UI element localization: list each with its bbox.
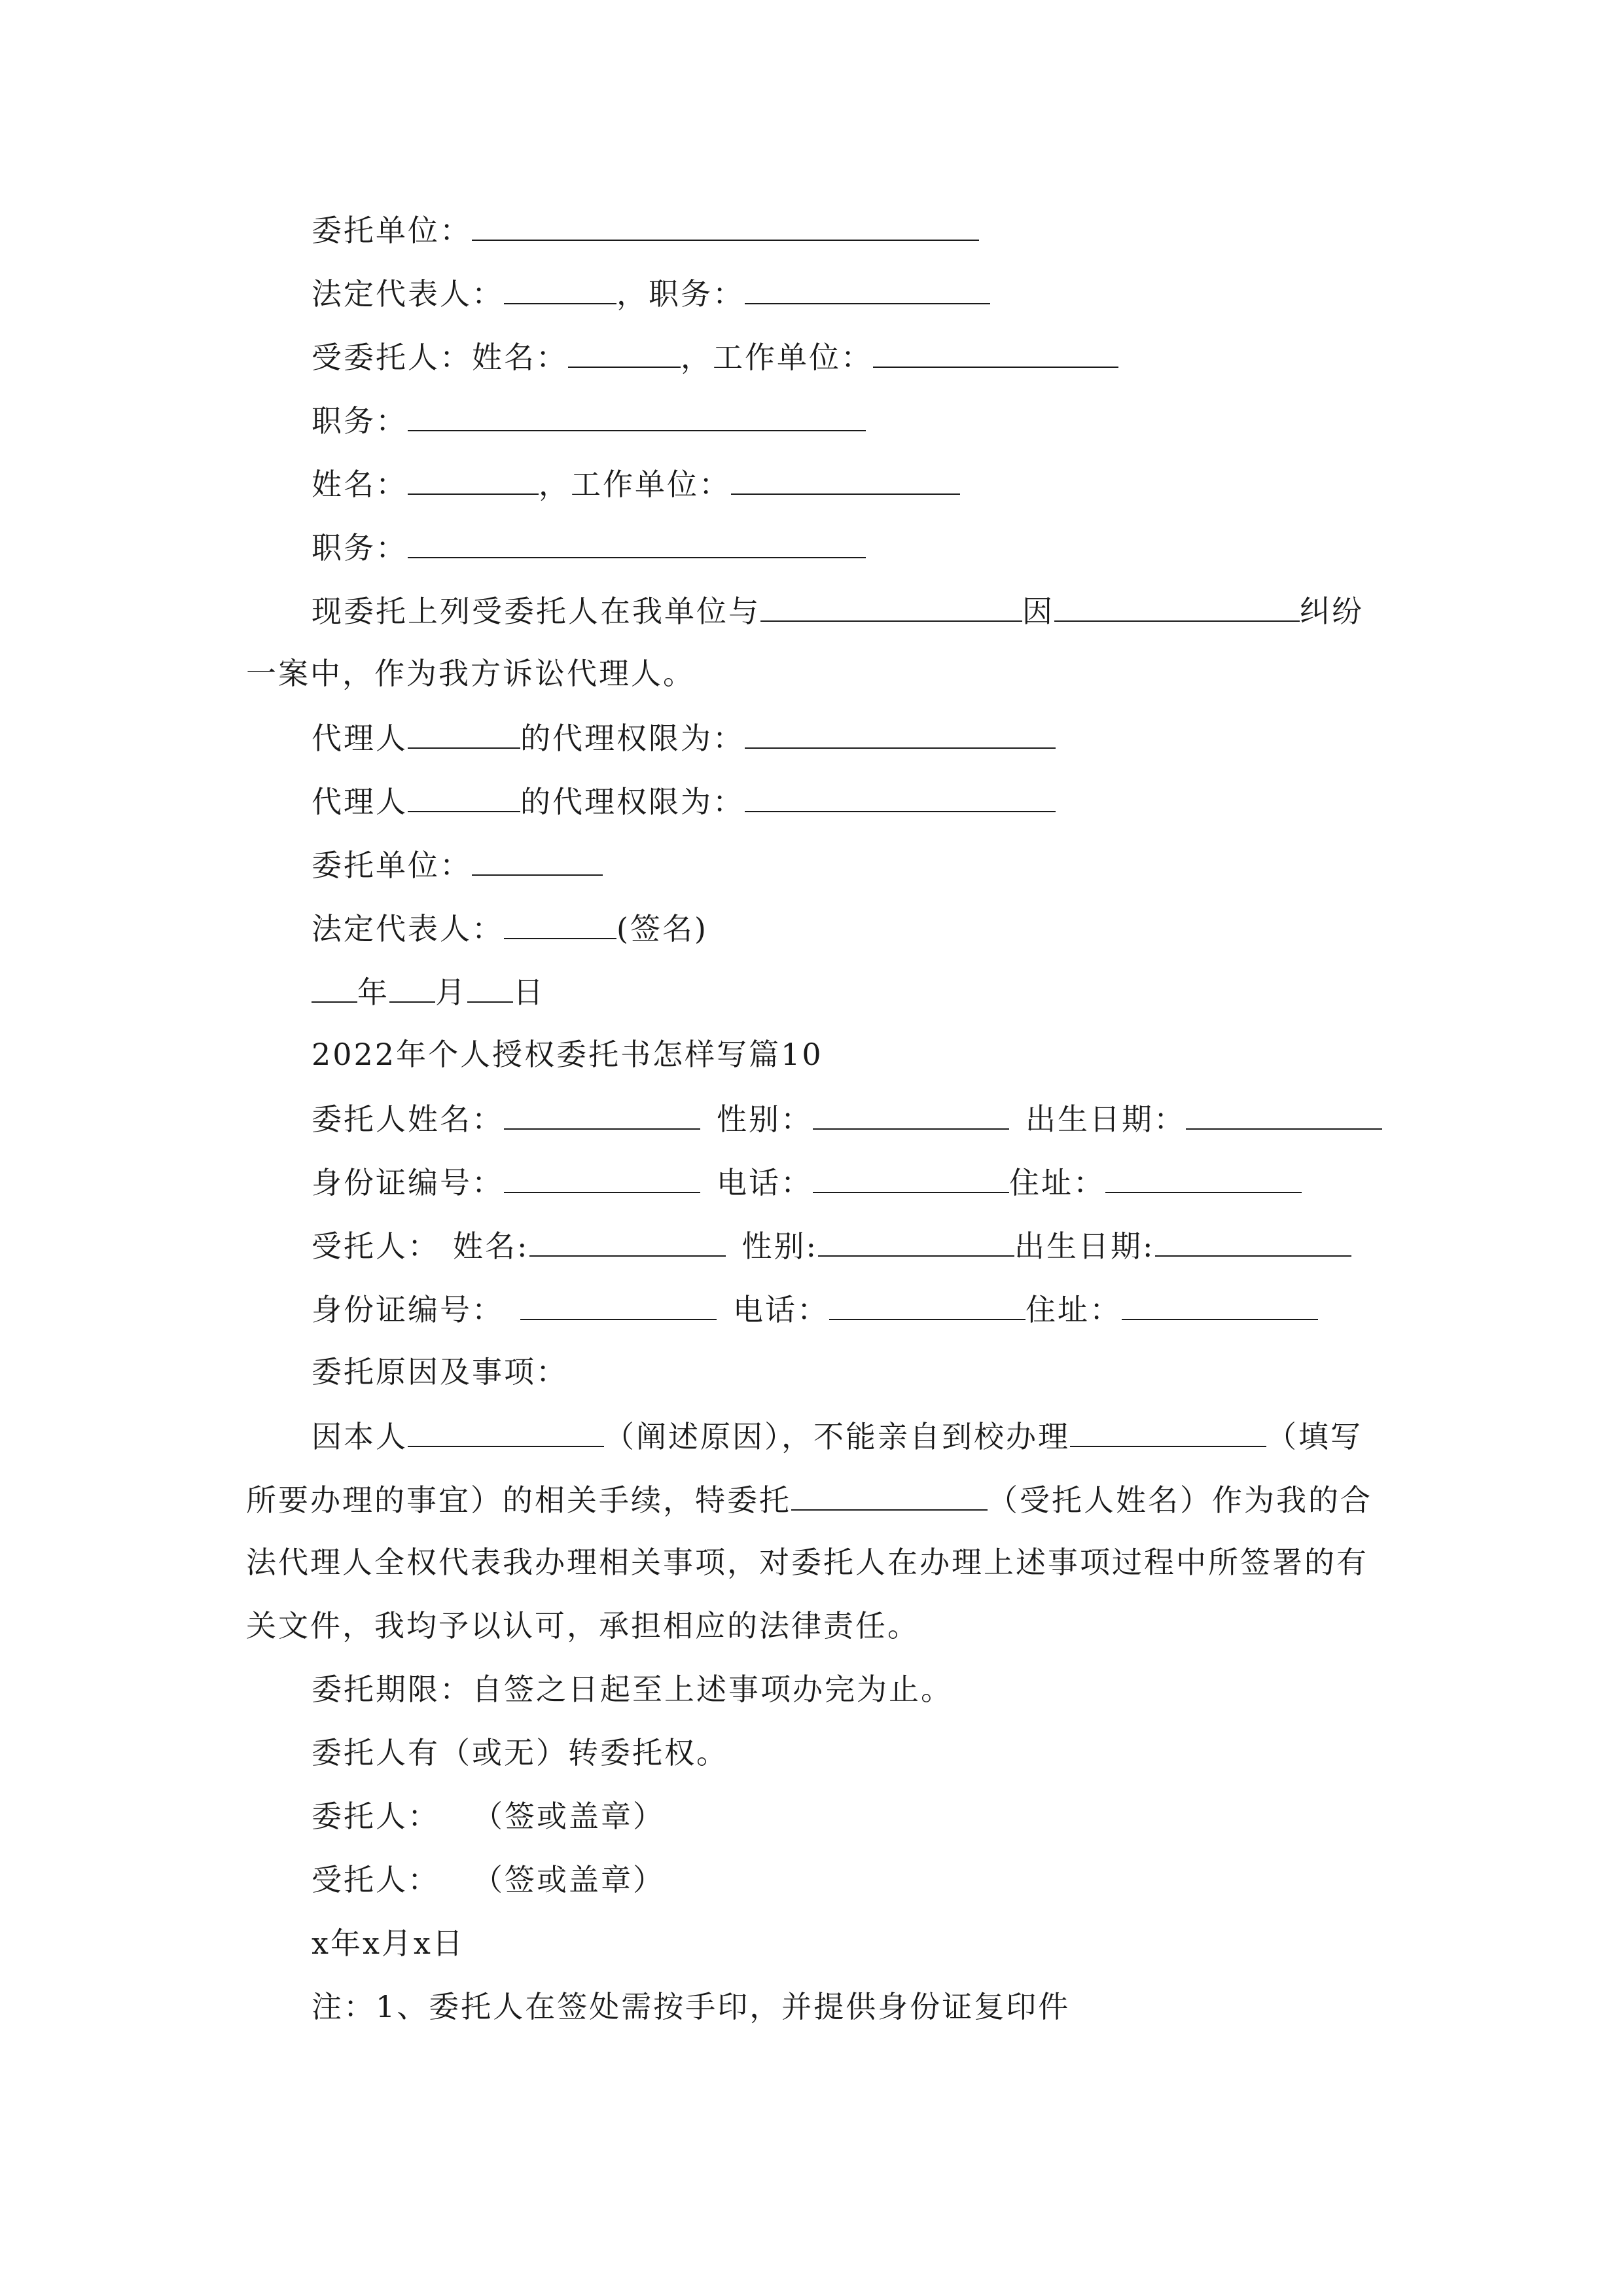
subdelegate-line [312,1733,728,1772]
reason-text-4: 所要办理的事宜）的相关手续，特委托 [246,1482,791,1518]
reason-text-3: （填写 [1266,1419,1363,1454]
reason-heading-text: 委托原因及事项： [312,1354,568,1390]
agent-2-name-blank[interactable] [408,463,539,495]
birth-label: 出生日期： [1026,1102,1186,1137]
sign-label: (签名) [616,911,708,946]
legal-rep-blank[interactable] [504,273,616,304]
principal-sign-label: 委托人： [312,1799,440,1834]
reason-line-2 [246,1479,1372,1520]
sign-or-seal-note: （签或盖章） [473,1862,665,1897]
work-unit-label: ，工作单位： [539,467,731,502]
sign-unit-line [312,844,603,885]
principal-info-line [312,1098,1382,1139]
agent-gender-label: 性别: [741,1229,818,1264]
principal-phone-blank[interactable] [813,1162,1009,1193]
position-label: ，职务： [616,276,745,312]
agent-2-position-blank[interactable] [408,527,866,558]
agent-label: 受委托人：姓名： [312,340,568,375]
sign-unit-blank[interactable] [472,844,603,876]
agent-label: 受托人： [312,1229,440,1264]
name-label: 姓名： [312,467,408,502]
agent-name-fill-blank[interactable] [791,1479,988,1511]
month-blank[interactable] [389,971,435,1003]
reason-text-1: 因本人 [312,1419,408,1454]
gender-label: 性别： [717,1102,813,1137]
because-text: 因 [1022,594,1054,629]
agent-birth-blank[interactable] [1155,1225,1351,1257]
reason-heading [312,1352,568,1391]
day-label: 日 [513,975,545,1010]
reason-text-2: （阐述原因），不能亲自到校办理 [604,1419,1070,1454]
agent-1-name-blank[interactable] [568,336,681,368]
entrust-text: 现委托上列受委托人在我单位与 [312,594,760,629]
position-label: 职务： [312,530,408,565]
reason-text-7: 关文件，我均予以认可，承担相应的法律责任。 [246,1608,919,1643]
term-text: 委托期限：自签之日起至上述事项办完为止。 [312,1672,953,1707]
agent-authority-line-1 [312,717,1056,758]
agent-phone-blank[interactable] [829,1289,1026,1320]
reason-blank[interactable] [408,1416,604,1447]
principal-id-blank[interactable] [504,1162,700,1193]
reason-line-1 [312,1416,1363,1456]
agent-authority-line-2 [312,781,1056,821]
term-line [312,1670,953,1709]
authority-agent-1-blank[interactable] [408,717,520,749]
dispute-text: 纠纷 [1300,594,1364,629]
section-heading [312,1035,823,1074]
agent-gender-blank[interactable] [818,1225,1014,1257]
date-line [312,1924,465,1963]
entrusting-unit-blank[interactable] [472,209,979,241]
principal-birth-blank[interactable] [1186,1098,1382,1130]
matter-blank[interactable] [1070,1416,1266,1447]
agent-sign-label: 受托人： [312,1862,440,1897]
legal-rep-label: 法定代表人： [312,911,504,946]
day-blank[interactable] [467,971,513,1003]
sign-or-seal-note: （签或盖章） [473,1799,665,1834]
id-label: 身份证编号： [312,1165,504,1200]
work-unit-label: ，工作单位： [681,340,873,375]
principal-name-blank[interactable] [504,1098,700,1130]
agent-address-blank[interactable] [1122,1289,1318,1320]
date-text: x年x月x日 [312,1926,465,1961]
year-label: 年 [357,975,389,1010]
principal-gender-blank[interactable] [813,1098,1009,1130]
entrusting-unit-line [312,209,979,250]
authority-label: 的代理权限为： [520,721,745,756]
subdelegate-text: 委托人有（或无）转委托权。 [312,1735,728,1770]
agent-id-blank[interactable] [520,1289,717,1320]
agent-name-blank[interactable] [529,1225,726,1257]
reason-text-6: 法代理人全权代表我办理相关事项，对委托人在办理上述事项过程中所签署的有 [246,1545,1368,1580]
principal-address-blank[interactable] [1105,1162,1302,1193]
dispute-cause-blank[interactable] [1054,590,1300,622]
agent-prefix: 代理人 [312,721,408,756]
position-label: 职务： [312,403,408,439]
entrust-paragraph-line-1 [312,590,1364,631]
agent-birth-label: 出生日期: [1014,1229,1155,1264]
authority-2-blank[interactable] [745,781,1056,812]
authority-agent-2-blank[interactable] [408,781,520,812]
agent-2-line [312,463,960,504]
authority-label: 的代理权限为： [520,784,745,819]
entrust-text-cont: 一案中，作为我方诉讼代理人。 [246,656,695,691]
agent-2-position-line [312,527,866,567]
agent-2-unit-blank[interactable] [731,463,960,495]
sign-legal-rep-blank[interactable] [504,908,616,939]
principal-contact-line [312,1162,1302,1202]
agent-1-position-line [312,400,866,440]
agent-contact-line [312,1289,1318,1329]
entrusting-unit-label: 委托单位： [312,848,472,883]
legal-rep-label: 法定代表人： [312,276,504,312]
principal-name-label: 委托人姓名： [312,1102,504,1137]
agent-name-label: 姓名: [453,1229,529,1264]
note-text: 注：1、委托人在签处需按手印，并提供身份证复印件 [312,1989,1071,2024]
agent-1-line [312,336,1118,377]
sign-legal-rep-line [312,908,708,948]
reason-text-5: （受托人姓名）作为我的合 [988,1482,1372,1518]
agent-sign-line [312,1860,665,1899]
agent-prefix: 代理人 [312,784,408,819]
opponent-blank[interactable] [760,590,1022,622]
legal-rep-position-blank[interactable] [745,273,990,304]
principal-sign-line [312,1797,665,1836]
phone-label: 电话： [733,1292,829,1327]
section-heading-text: 2022年个人授权委托书怎样写篇10 [312,1037,823,1072]
reason-line-4 [246,1606,919,1645]
note-line [312,1987,1070,2026]
id-label: 身份证编号： [312,1292,504,1327]
agent-1-position-blank[interactable] [408,400,866,431]
sign-date-line [312,971,545,1012]
legal-rep-line [312,273,990,314]
year-blank[interactable] [312,971,357,1003]
address-label: 住址： [1009,1165,1105,1200]
entrust-paragraph-line-2 [246,654,695,693]
authority-1-blank[interactable] [745,717,1056,749]
address-label: 住址： [1026,1292,1122,1327]
phone-label: 电话： [717,1165,813,1200]
entrusting-unit-label: 委托单位： [312,213,472,248]
reason-line-3 [246,1543,1368,1582]
agent-info-line [312,1225,1351,1266]
agent-1-unit-blank[interactable] [873,336,1118,368]
month-label: 月 [435,975,467,1010]
